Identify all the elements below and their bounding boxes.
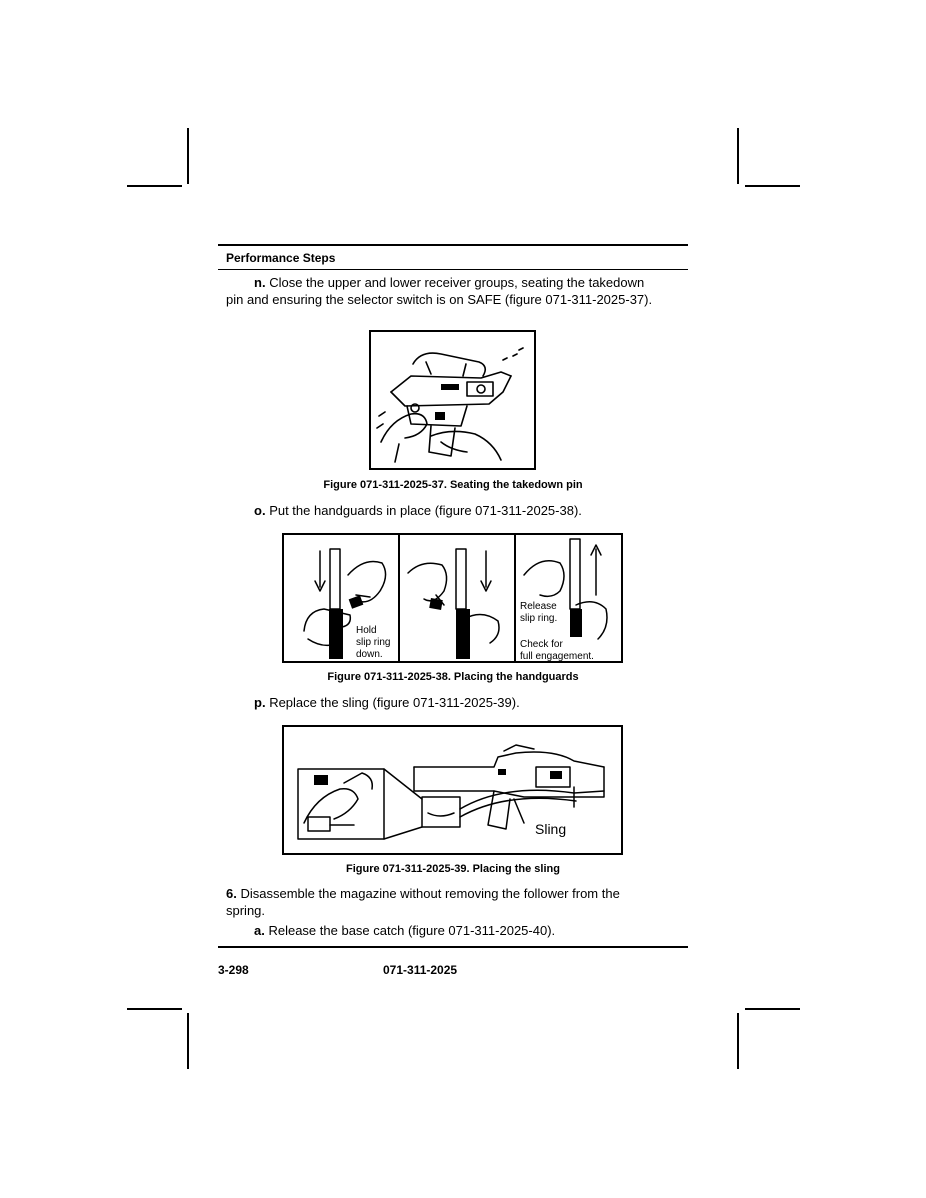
crop-mark-bottom-right-horizontal [745,1008,800,1010]
label-release-slip-ring: slip ring. [520,613,558,624]
section-title: Performance Steps [226,251,336,265]
label-down: down. [356,649,383,660]
step-6-marker: 6. [226,886,237,901]
step-p-text: Replace the sling (figure 071-311-2025-39). [269,695,520,710]
sling-illustration [284,727,621,853]
figure-37-caption: Figure 071-311-2025-37. Seating the takedown pin [323,479,583,491]
label-full-engagement: full engagement. [520,651,594,662]
figure-38-caption: Figure 071-311-2025-38. Placing the handguards [327,671,579,683]
crop-mark-top-right-vertical [737,128,739,184]
label-release: Release [520,601,557,612]
task-number: 071-311-2025 [383,963,458,977]
header-top-rule [218,244,688,246]
step-6-continuation: spring. [226,903,266,918]
step-a-marker: a. [254,923,265,938]
crop-mark-bottom-right-vertical [737,1013,739,1069]
crop-mark-top-left-horizontal [127,185,182,187]
header-bottom-rule [218,269,688,270]
step-p-marker: p. [254,695,266,710]
crop-mark-bottom-left-vertical [187,1013,189,1069]
label-hold: Hold [356,625,377,636]
step-6 [226,885,620,902]
figure-39-placing-sling [282,725,623,855]
crop-mark-top-right-horizontal [745,185,800,187]
step-n-text: Close the upper and lower receiver groups, seating the takedown [269,275,645,290]
step-p [254,694,520,711]
step-n-marker: n. [254,275,266,290]
step-6-text: Disassemble the magazine without removing the follower from the [240,886,620,901]
page-number: 3-298 [218,963,249,977]
step-n-continuation: pin and ensuring the selector switch is on SAFE (figure 071-311-2025-37). [226,292,653,307]
handguards-illustration [284,535,621,661]
step-a-text: Release the base catch (figure 071-311-2025-40). [268,923,556,938]
figure-38-placing-handguards [282,533,623,663]
label-sling: Sling [535,821,567,837]
step-o-marker: o. [254,503,266,518]
label-check-for: Check for [520,639,563,650]
step-o-text: Put the handguards in place (figure 071-311-2025-38). [269,503,582,518]
figure-39-caption: Figure 071-311-2025-39. Placing the sling [346,863,560,875]
label-slip-ring: slip ring [356,637,391,648]
figure-37-seating-takedown-pin [369,330,536,470]
step-a [254,922,555,939]
footer-rule [218,946,688,948]
crop-mark-bottom-left-horizontal [127,1008,182,1010]
crop-mark-top-left-vertical [187,128,189,184]
step-n [254,274,644,291]
step-o [254,502,582,519]
takedown-pin-illustration [371,332,534,468]
